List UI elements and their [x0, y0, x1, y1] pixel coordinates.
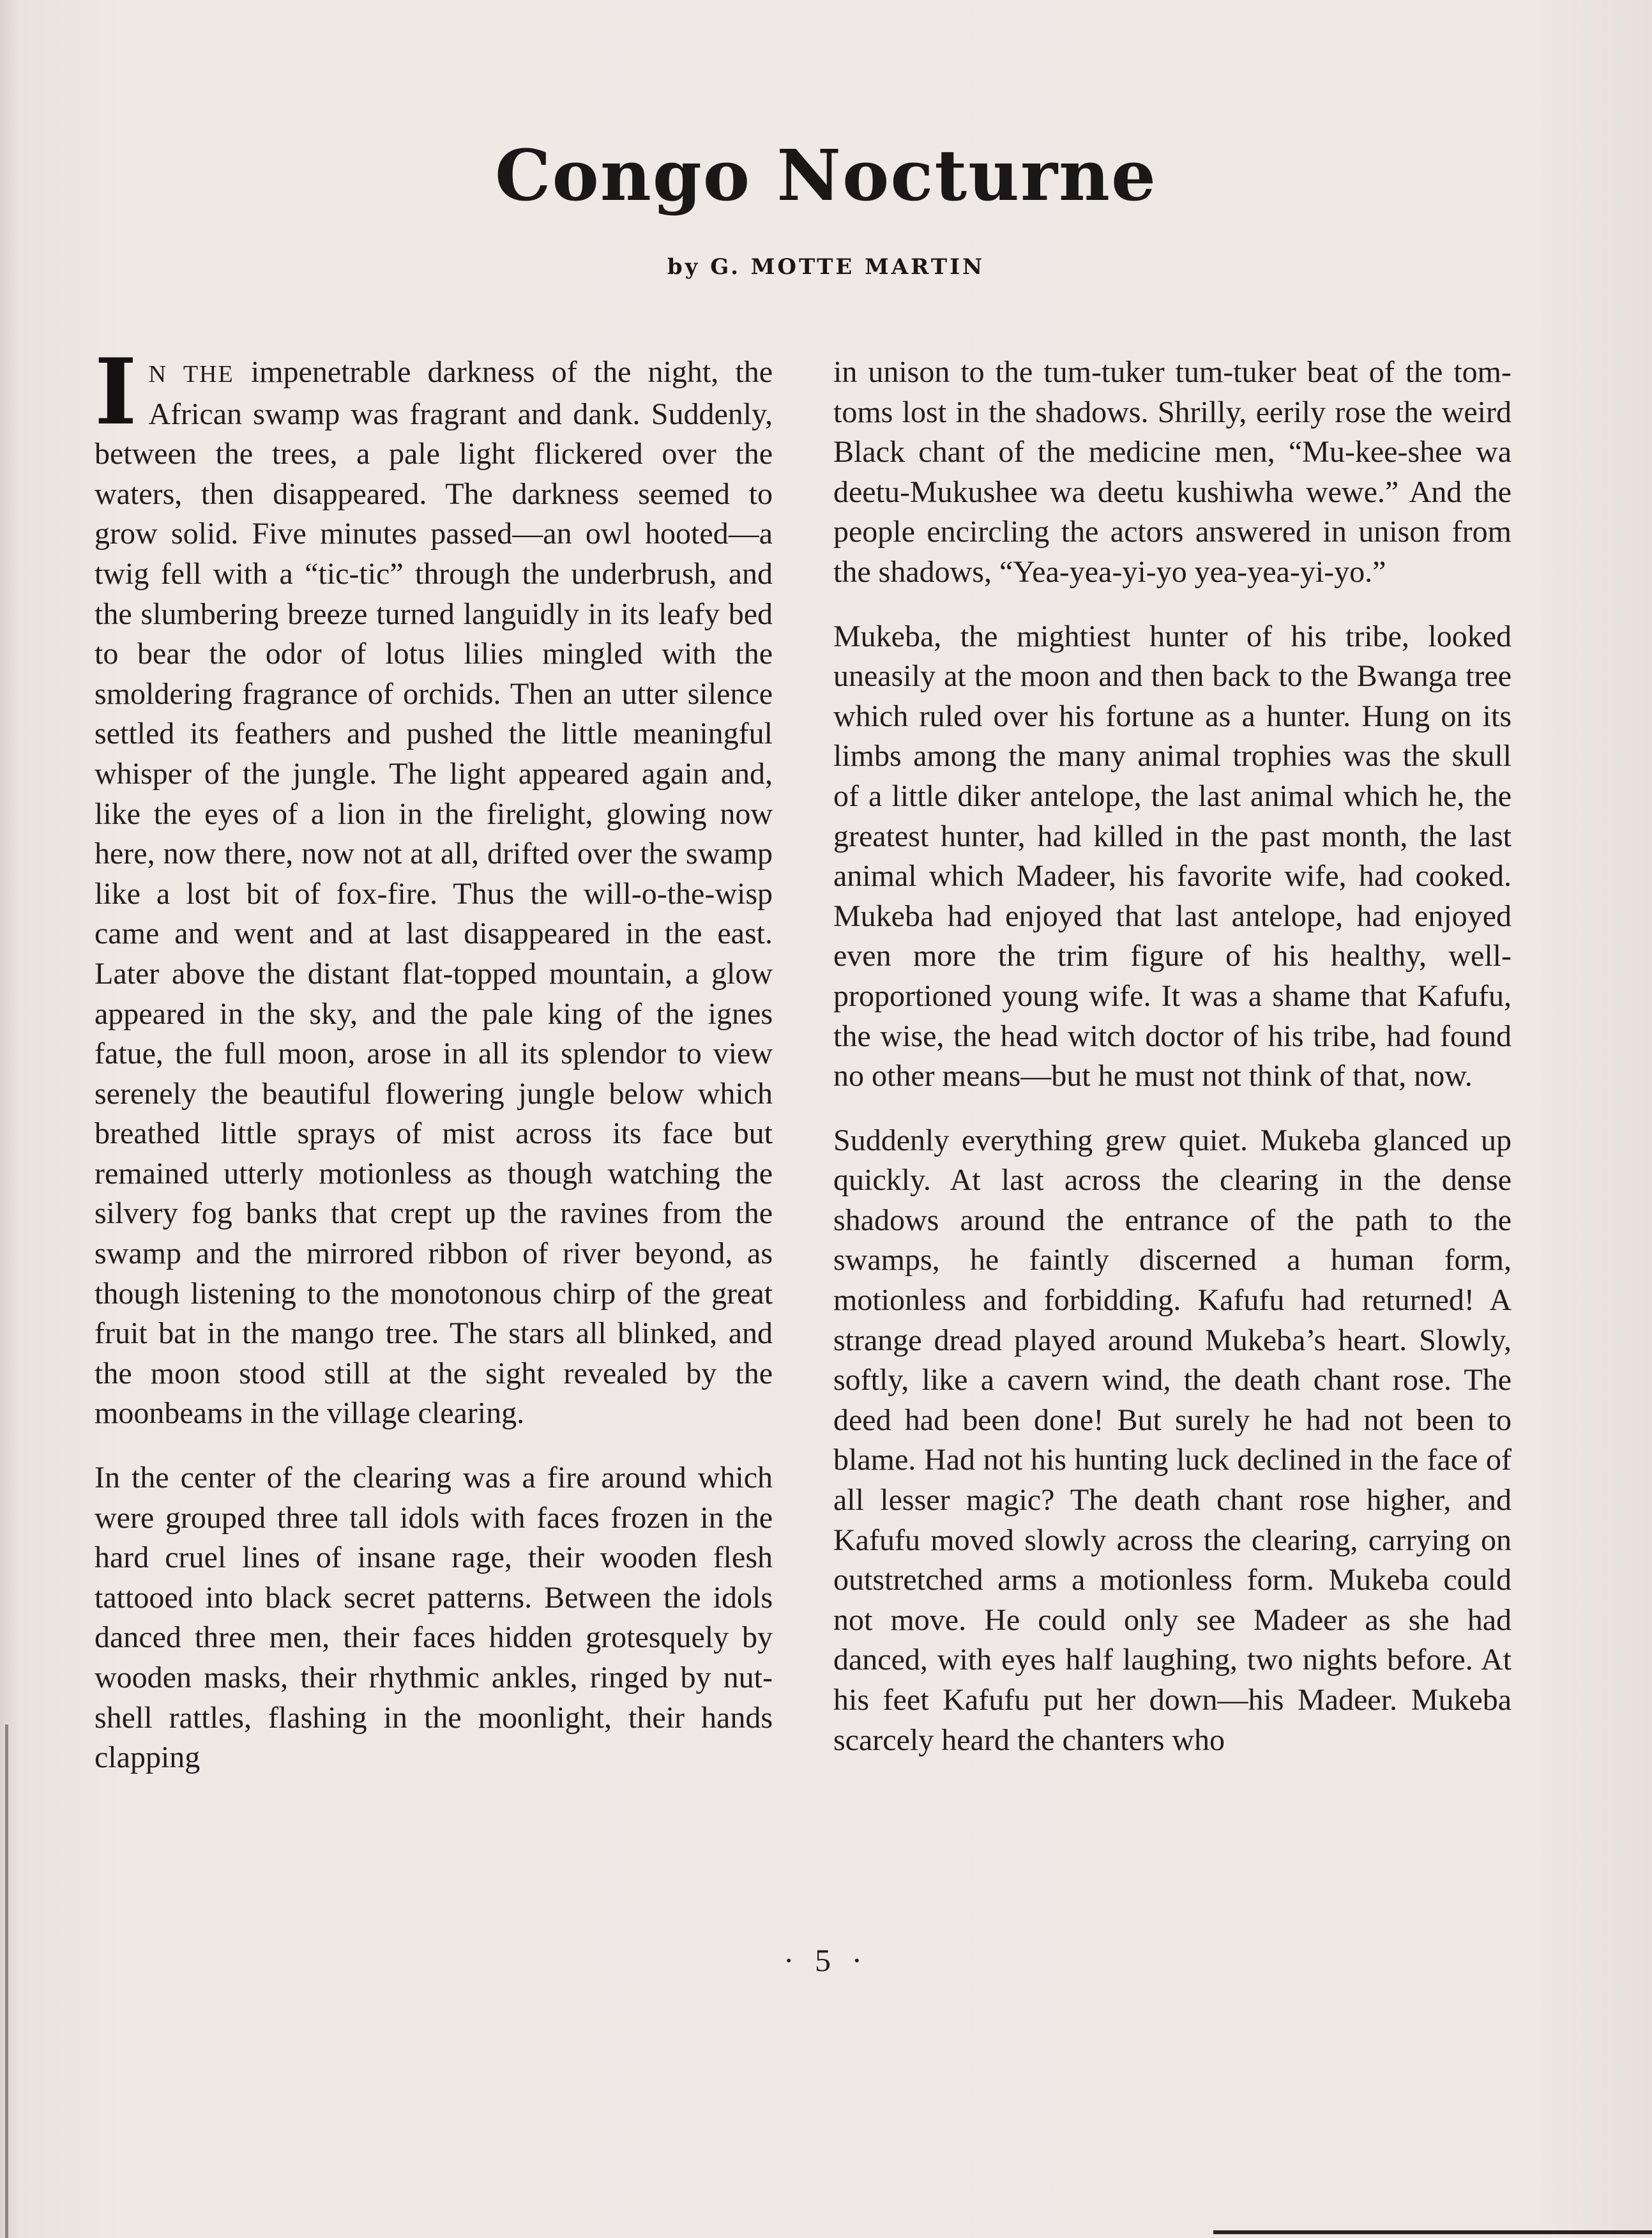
bottom-edge-rule	[1213, 2230, 1652, 2234]
lead-small-caps: N THE	[148, 361, 234, 388]
right-column	[833, 353, 1512, 1760]
paragraph-3: in unison to the tum-tuker tum-tuker beat of the tom-toms lost in the shadows. Shrilly, eerily rose the weird Black chant of the medicine men, “Mu-kee-shee wa deetu-Mukushee wa deetu kushiwha wewe.” And the people encircling the actors answered in unison from the shadows, “Yea-yea-yi-yo yea-yea-yi-yo.”	[833, 355, 1512, 589]
left-column	[95, 339, 773, 1778]
paragraph-4: Mukeba, the mightiest hunter of his tribe, looked uneasily at the moon and then back to the Bwanga tree which ruled over his fortune as a hunter. Hung on its limbs among the many animal trophies was the skull of a little diker antelope, the last animal which he, the greatest hunter, had killed in the past month, the last animal which Madeer, his favorite wife, had cooked. Mukeba had enjoyed that last antelope, had enjoyed even more the trim figure of his healthy, well-proportioned young wife. It was a shame that Kafufu, the wise, the head witch doctor of his tribe, had found no other means—but he must not think of that, now.	[833, 619, 1512, 1093]
paragraph-1	[95, 339, 773, 1434]
paragraph-2: In the center of the clearing was a fire around which were grouped three tall idols with faces frozen in the hard cruel lines of insane rage, their wooden flesh tattooed into black secret patterns. Between the idols danced three men, their faces hidden grotesquely by wooden masks, their rhythmic ankles, ringed by nut-shell rattles, flashing in the moonlight, their hands clapping	[95, 1461, 773, 1775]
drop-cap: I	[95, 339, 137, 445]
page-number: · 5 ·	[783, 1942, 869, 1978]
article-title: Congo Nocturne	[494, 134, 1158, 217]
article-byline: by G. MOTTE MARTIN	[667, 254, 985, 280]
binding-edge	[5, 1724, 8, 2238]
paragraph-1-text: impenetrable darkness of the night, the African swamp was fragrant and dank. Suddenly, between the trees, a pale light flickered over the waters, then disappeared. The darkness seemed to grow solid. Five minutes passed—an owl hooted—a twig fell with a “tic-tic” through the underbrush, and the slumbering breeze turned languidly in its leafy bed to bear the odor of lotus lilies mingled with the smoldering fragrance of orchids. Then an utter silence settled its feathers and pushed the little meaningful whisper of the jungle. The light appeared again and, like the eyes of a lion in the firelight, glowing now here, now there, now not at all, drifted over the swamp like a lost bit of fox-fire. Thus the will-o-the-wisp came and went and at last disappeared in the east. Later above the distant flat-topped mountain, a glow appeared in the sky, and the pale king of the ignes fatue, the full moon, arose in all its splendor to view serenely the beautiful flowering jungle below which breathed little sprays of mist across its face but remained utterly motionless as though watching the silvery fog banks that crept up the ravines from the swamp and the mirrored ribbon of river beyond, as though listening to the monotonous chirp of the great fruit bat in the mango tree. The stars all blinked, and the moon stood still at the sight revealed by the moonbeams in the village clearing.	[95, 355, 773, 1431]
paragraph-5: Suddenly everything grew quiet. Mukeba glanced up quickly. At last across the clearing in the dense shadows around the entrance of the path to the swamps, he faintly discerned a human form, motionless and forbidding. Kafufu had returned! A strange dread played around Mukeba’s heart. Slowly, softly, like a cavern wind, the death chant rose. The deed had been done! But surely he had not been to blame. Had not his hunting luck declined in the face of all lesser magic? The death chant rose higher, and Kafufu moved slowly across the clearing, carrying on outstretched arms a motionless form. Mukeba could not move. He could only see Madeer as she had danced, with eyes half laughing, two nights before. At his feet Kafufu put her down—his Madeer. Mukeba scarcely heard the chanters who	[833, 1123, 1512, 1757]
